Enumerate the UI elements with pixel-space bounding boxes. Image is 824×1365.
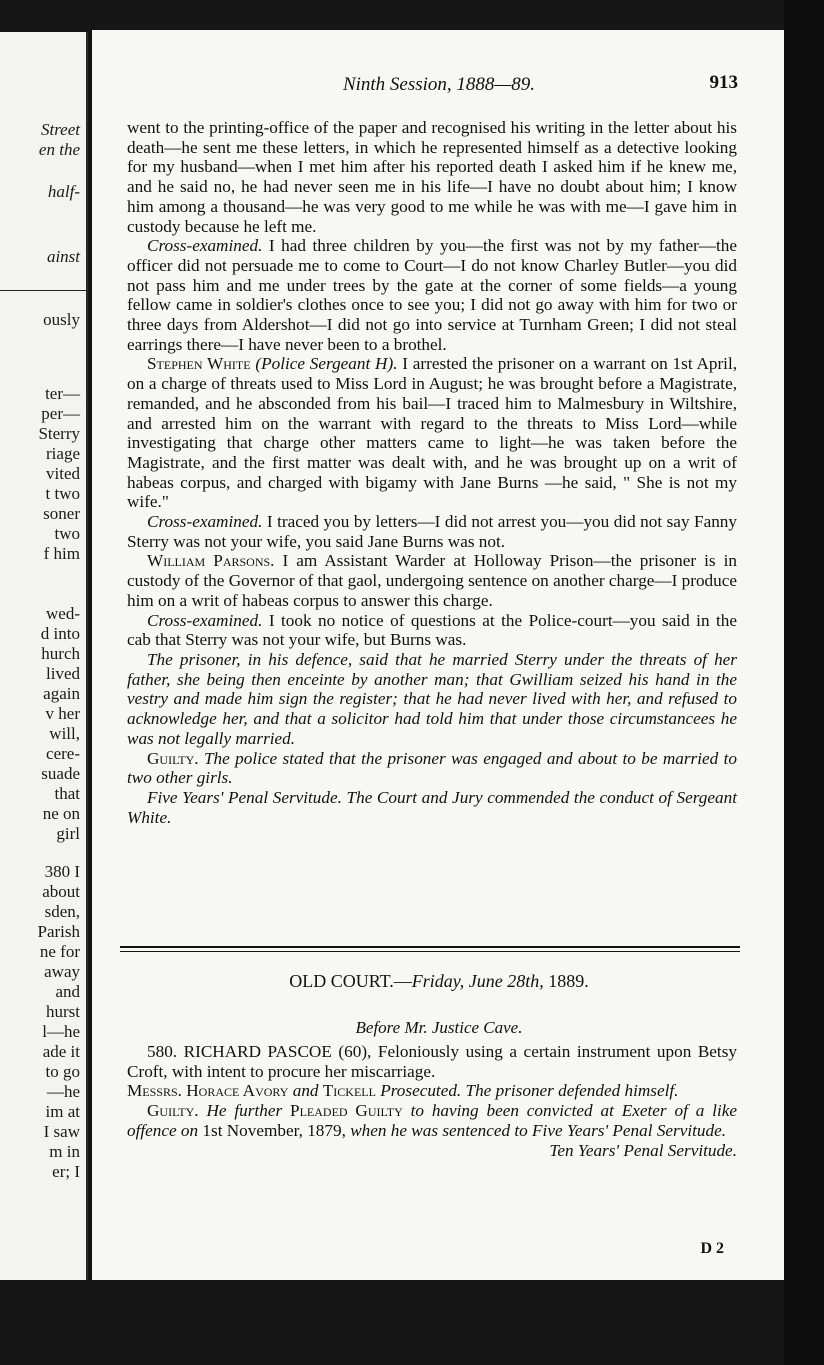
left-page-fragment [0,32,88,1280]
paragraph-text: I am Assistant Warder at Holloway Prison—the prisoner is in custody of the Governor of that gaol, undergoing sentence on another charge—I produce him on a writ of habeas corpus to answer this charge. [127,551,738,610]
left-margin-line: cere- [46,744,80,763]
paragraph: went to the printing-office of the paper and recognised his writing in the letter about his death—he sent me these letters, in which he represented himself as a detective looking for my husband—when I met him after his reported death I asked him if he knew me, and he said no, he had never seen me in his life—I have no doubt about him; I know him among a thousand—he was very good to me while he was with me—I gave him in custody because he left me. [127,118,737,236]
left-margin-line: ainst [46,247,80,266]
left-margin-line: ously [43,310,80,329]
heading-day: Friday, June 28th, [411,971,544,991]
counsel-text: Prosecuted. The prisoner defended himself. [375,1081,679,1101]
plea-date: 1st November, 1879, [202,1120,346,1140]
left-margin-line: —he [46,1082,80,1101]
body-text [127,118,737,827]
left-margin-line: away [44,962,80,981]
session-heading [92,971,786,992]
left-margin-line: and [55,982,80,1001]
cross-examined-label: Cross-examined. [147,610,263,630]
plea-guilty: Pleaded Guilty [290,1101,403,1121]
left-margin-line: Street [40,120,80,139]
sentence: Ten Years' Penal Servitude. [549,1140,737,1160]
verdict: Guilty. [147,748,199,768]
left-margin-line: Sterry [38,424,80,443]
left-margin-line: v her [45,704,80,723]
left-margin-line: to go [45,1062,80,1081]
left-margin-line: m in [49,1142,80,1161]
case-paragraph [127,1042,737,1081]
case-text [127,1042,737,1160]
verdict-line [127,1101,737,1140]
cross-examined-label: Cross-examined. [147,512,263,532]
left-margin-line: will, [49,724,80,743]
counsel-name: Horace Avory [186,1081,289,1101]
left-margin-line: I saw [43,1122,80,1141]
paragraph-text: I traced you by letters—I did not arrest you—you did not say Fanny Sterry was not your wife, you said Jane Burns was not. [127,512,737,551]
left-margin-line: two [54,524,80,543]
paragraph-text: I took no notice of questions at the Police-court—you said in the cab that Sterry was not your wife, but Burns was. [127,610,737,650]
witness-role: (Police Sergeant H). [255,354,398,374]
charge-text: (60), Feloniously using a certain instrument upon Betsy Croft, with intent to procure her miscarriage. [127,1042,737,1081]
plea-text: when he was sentenced to Five Years' Penal Servitude. [345,1120,727,1140]
left-margin-line: d into [40,624,80,643]
left-margin-line: ter— [45,384,80,403]
scan-border [784,0,824,1365]
defence-statement: The prisoner, in his defence, said that he married Sterry under the threats of her father, she being then enceinte by another man; that Gwilliam seized his hand in the vestry and made him sign the register; that he had never lived with her, and refused to acknowledge her, and that a solicitor had told him that under those circumstancees he was not legally married. [127,649,737,748]
paragraph [127,354,737,512]
left-margin-line: en the [38,140,80,159]
left-margin-line: im at [45,1102,80,1121]
left-margin-line: vited [46,464,80,483]
witness-name: Stephen White [147,354,251,374]
heading-main: OLD COURT.— [289,971,412,991]
left-margin-line: half- [47,182,80,201]
paragraph [127,749,737,788]
left-margin-line: ade it [42,1042,80,1061]
counsel-line [127,1081,737,1101]
left-margin-line: again [43,684,80,703]
left-margin-line: wed- [46,604,80,623]
plea-text: to having been convicted at Exeter of a like offence on [127,1101,737,1140]
left-margin-line: per— [41,404,80,423]
judge-line: Before Mr. Justice Cave. [355,1018,523,1037]
paragraph [127,512,737,551]
left-margin-line: girl [56,824,80,843]
case-number: 580. [147,1042,178,1061]
counsel-name: Tickell [322,1081,376,1101]
paragraph-text: I arrested the prisoner on a warrant on 1st April, on a charge of threats used to Miss Lord in August; he was brought before a Magistrate, remanded, and he absconded from his bail—I traced him to Malmesbury in Wiltshire, and arrested him on the warrant with regard to the threats to Miss Lord—while investigating that charge other matters came to light—he was taken before the Magistrate, and the first matter was dealt with, and he was brought up on a writ of habeas corpus, and charged with bigamy with Jane Burns —he said, " She is not my wife." [127,354,738,512]
paragraph-text: I had three children by you—the first was not by my father—the officer did not persuade me to come to Court—I do not know Charley Butler—you did not pass him and me under trees by the gate at the corner of some fields—a young fellow came in soldier's clothes once to see you; I did not go away with him for two or three days from Aldershot—I did not go into service at Turnham Green; I did not steal earrings there—I have never been to a brothel. [127,236,737,354]
left-margin-line: about [42,882,80,901]
counsel-prefix: Messrs. [127,1081,182,1101]
heading-year: 1889. [543,971,589,991]
left-margin-line: ne on [42,804,80,823]
page-number: 913 [709,72,738,93]
witness-name: William Parsons. [147,551,275,571]
counsel-and: and [288,1081,323,1101]
running-header: Ninth Session, 1888—89. [342,74,536,95]
left-margin-line: hurch [41,644,80,663]
verdict: Guilty. [147,1101,199,1121]
paragraph-text: The police stated that the prisoner was engaged and about to be married to two other girls. [127,748,737,788]
signature-mark: D 2 [700,1240,724,1257]
left-margin-line: Parish [37,922,80,941]
left-margin-line: f him [43,544,80,563]
left-margin-line: ne for [39,942,80,961]
left-margin-line: sden, [44,902,80,921]
cross-examined-label: Cross-examined. [147,236,263,256]
paragraph [127,551,737,610]
plea-text: He further [198,1101,291,1121]
left-margin-line: suade [41,764,80,783]
left-margin-line: hurst [46,1002,80,1021]
section-divider [120,946,740,948]
left-margin-line: 380 I [44,862,80,881]
left-margin-line: l—he [42,1022,80,1041]
section-divider [120,951,740,952]
document-page [90,30,786,1280]
left-margin-line: that [54,784,80,803]
left-margin-line: riage [46,444,80,463]
paragraph [127,236,737,354]
left-margin-line: t two [45,484,80,503]
sentence: Five Years' Penal Servitude. The Court and Jury commended the conduct of Sergeant White. [127,787,737,827]
left-margin-line: soner [43,504,80,523]
left-margin-line: er; I [52,1162,80,1181]
paragraph [127,611,737,650]
defendant-name: RICHARD PASCOE [183,1042,332,1061]
left-margin-line: lived [46,664,80,683]
left-margin-rule [0,290,86,291]
